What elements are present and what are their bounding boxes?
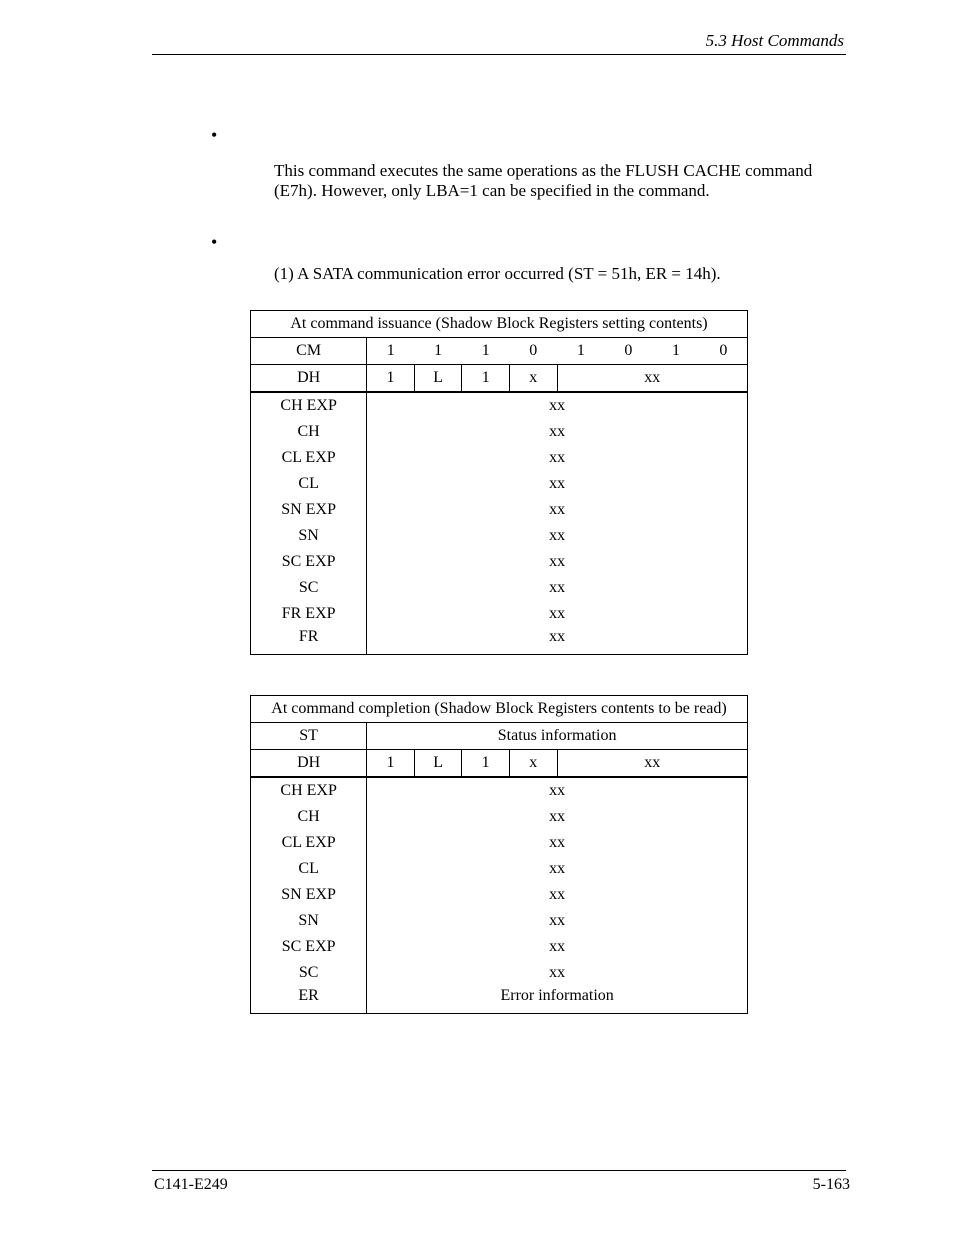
register-value: xx [367, 523, 748, 549]
dh-row [251, 365, 748, 393]
register-value: xx [367, 856, 748, 882]
table-row [251, 986, 748, 1014]
bit-5: 1 [462, 365, 510, 393]
register-name: SN [251, 523, 367, 549]
table-title: At command issuance (Shadow Block Registers setting contents) [251, 311, 748, 338]
register-name: SC [251, 960, 367, 986]
page-number: 5-163 [812, 1176, 850, 1193]
description-paragraph [274, 161, 834, 201]
bit-7: 1 [367, 750, 415, 778]
page-footer [152, 1170, 850, 1201]
table-row [251, 960, 748, 986]
register-value: xx [367, 497, 748, 523]
table-row [251, 601, 748, 627]
bit-5: 1 [462, 750, 510, 778]
section-title: 5.3 Host Commands [705, 31, 844, 50]
register-name: CL EXP [251, 830, 367, 856]
register-name: CL [251, 856, 367, 882]
dh-row [251, 750, 748, 778]
bit-4: x [509, 365, 557, 393]
table-row [251, 934, 748, 960]
register-value: xx [367, 392, 748, 419]
register-value: xx [367, 882, 748, 908]
bits-3-0: xx [557, 750, 747, 778]
register-value: Status information [367, 723, 748, 750]
table-row [251, 575, 748, 601]
register-name: SN EXP [251, 882, 367, 908]
register-value: xx [367, 908, 748, 934]
table-row [251, 549, 748, 575]
table-row [251, 908, 748, 934]
bit-2: 0 [605, 338, 653, 365]
register-value: xx [367, 934, 748, 960]
register-value: xx [367, 445, 748, 471]
register-value: xx [367, 549, 748, 575]
register-name: SC EXP [251, 549, 367, 575]
register-name: CH EXP [251, 392, 367, 419]
bit-7: 1 [367, 338, 415, 365]
bit-0: 0 [700, 338, 748, 365]
register-name: SN EXP [251, 497, 367, 523]
register-value: xx [367, 471, 748, 497]
table-row [251, 392, 748, 419]
table-title: At command completion (Shadow Block Registers contents to be read) [251, 696, 748, 723]
bit-3: 1 [557, 338, 605, 365]
description-line-2: (E7h). However, only LBA=1 can be specified in the command. [274, 181, 710, 200]
register-name: ST [251, 723, 367, 750]
register-name: CL EXP [251, 445, 367, 471]
register-name: FR EXP [251, 601, 367, 627]
bit-4: x [509, 750, 557, 778]
bit-7: 1 [367, 365, 415, 393]
bit-6: 1 [414, 338, 462, 365]
description-line-1: This command executes the same operations as the FLUSH CACHE command [274, 161, 813, 180]
register-value: xx [367, 960, 748, 986]
register-name: SC [251, 575, 367, 601]
register-name: CH [251, 804, 367, 830]
register-name: DH [251, 365, 367, 393]
register-value: xx [367, 575, 748, 601]
register-name: SC EXP [251, 934, 367, 960]
table-row [251, 497, 748, 523]
register-name: CH [251, 419, 367, 445]
register-name: SN [251, 908, 367, 934]
register-name: FR [251, 627, 367, 655]
register-name: ER [251, 986, 367, 1014]
table-row [251, 627, 748, 655]
table-row [251, 830, 748, 856]
bit-1: 1 [652, 338, 700, 365]
issuance-register-table [250, 310, 748, 655]
register-value: xx [367, 601, 748, 627]
register-name: CM [251, 338, 367, 365]
register-value: xx [367, 627, 748, 655]
register-value: xx [367, 830, 748, 856]
register-name: DH [251, 750, 367, 778]
page-header [152, 28, 846, 55]
st-row [251, 723, 748, 750]
register-value: Error information [367, 986, 748, 1014]
register-value: xx [367, 804, 748, 830]
bullet-1: • [211, 125, 218, 145]
bit-4: 0 [509, 338, 557, 365]
table-row [251, 419, 748, 445]
table-row [251, 523, 748, 549]
completion-register-table [250, 695, 748, 1014]
bit-5: 1 [462, 338, 510, 365]
table-row [251, 777, 748, 804]
bits-3-0: xx [557, 365, 747, 393]
bit-6: L [414, 365, 462, 393]
cm-row [251, 338, 748, 365]
bit-6: L [414, 750, 462, 778]
bullet-2: • [211, 232, 218, 252]
error-item: (1) A SATA communication error occurred (ST = 51h, ER = 14h). [274, 264, 721, 283]
register-value: xx [367, 419, 748, 445]
table-row [251, 856, 748, 882]
table-row [251, 882, 748, 908]
register-name: CH EXP [251, 777, 367, 804]
table-row [251, 804, 748, 830]
document-id: C141-E249 [154, 1176, 228, 1193]
register-name: CL [251, 471, 367, 497]
table-row [251, 445, 748, 471]
register-value: xx [367, 777, 748, 804]
table-row [251, 471, 748, 497]
